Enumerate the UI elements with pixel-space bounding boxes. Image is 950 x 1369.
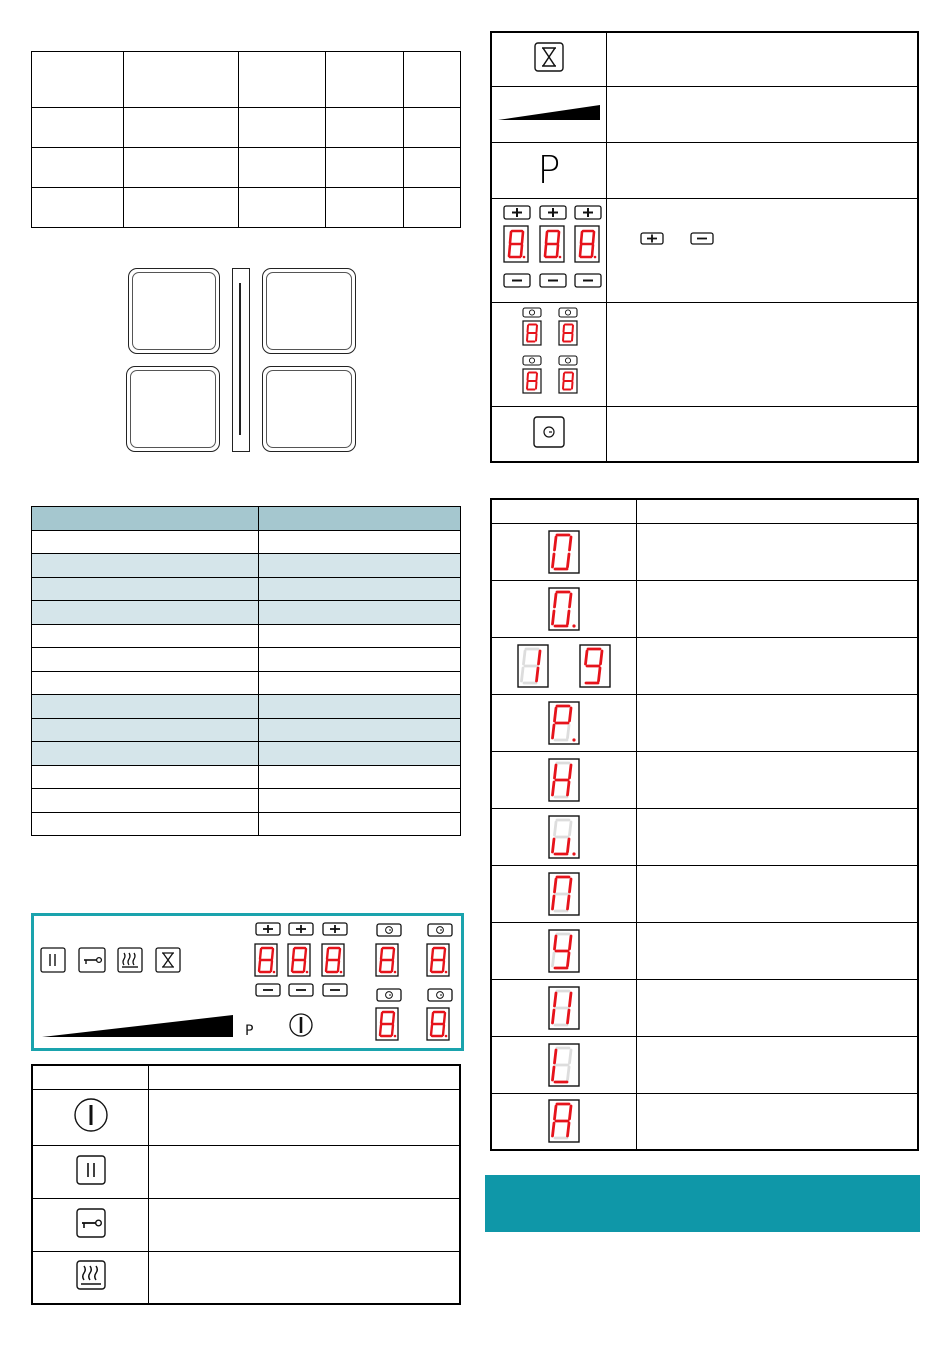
power-button-icon[interactable] — [290, 1014, 312, 1036]
zone-display-digit — [322, 944, 344, 976]
timer-displays-icon — [514, 306, 584, 398]
display-row — [491, 865, 918, 922]
power-marker-label: P — [245, 1023, 254, 1039]
zone-display-digit — [288, 944, 310, 976]
display-glyph-cell — [492, 701, 636, 745]
power-button-icon — [73, 1097, 109, 1133]
keep-warm-icon[interactable] — [118, 948, 142, 972]
display-row — [491, 1093, 918, 1150]
timer-display-digit — [427, 1008, 449, 1040]
zone-plus-button[interactable] — [289, 923, 313, 935]
segment-display-glyph — [548, 872, 580, 916]
display-indications-table — [490, 498, 919, 1151]
timer-icon — [532, 415, 566, 449]
hourglass-icon[interactable] — [156, 948, 180, 972]
segment-display-glyph — [548, 1099, 580, 1143]
display-row — [491, 979, 918, 1036]
display-row — [491, 694, 918, 751]
display-glyph-cell — [492, 815, 636, 859]
display-glyph-cell — [492, 1099, 636, 1143]
segment-display-glyph — [548, 1043, 580, 1087]
zone-plus-button[interactable] — [323, 923, 347, 935]
cooking-zones-diagram — [120, 262, 365, 458]
segment-display-glyph — [548, 587, 580, 631]
segment-display-glyph — [517, 644, 549, 688]
segment-display-glyph — [548, 701, 580, 745]
display-glyph-cell — [492, 1043, 636, 1087]
display-row — [491, 922, 918, 979]
timer-button[interactable] — [428, 924, 452, 936]
display-glyph-cell — [492, 644, 636, 688]
timer-button[interactable] — [377, 924, 401, 936]
display-row — [491, 580, 918, 637]
segment-display-glyph — [548, 758, 580, 802]
segment-display-glyph — [548, 530, 580, 574]
section-heading-bar — [485, 1175, 920, 1232]
display-row — [491, 637, 918, 694]
display-glyph-cell — [492, 587, 636, 631]
timer-display-digit — [376, 1008, 398, 1040]
cooking-zone-front-left — [128, 268, 220, 354]
plus-minus-keys-icon — [640, 231, 740, 251]
timer-button[interactable] — [428, 989, 452, 1001]
timer-button[interactable] — [377, 989, 401, 1001]
segment-display-glyph — [548, 986, 580, 1030]
cooking-zone-rear-left — [126, 366, 220, 452]
pause-icon[interactable] — [41, 948, 65, 972]
zone-display-digit — [255, 944, 277, 976]
zone-controls-icon — [495, 203, 603, 293]
control-panel-drawing — [34, 916, 461, 1048]
display-row — [491, 751, 918, 808]
hourglass-icon — [533, 41, 565, 73]
display-glyph-cell — [492, 929, 636, 973]
key-lock-icon — [75, 1207, 107, 1239]
key-lock-icon[interactable] — [79, 948, 105, 972]
power-boost-p-label: P — [537, 148, 561, 192]
timer-display-digit — [376, 944, 398, 976]
display-row — [491, 1036, 918, 1093]
zone-minus-button[interactable] — [323, 984, 347, 996]
timer-display-digit — [427, 944, 449, 976]
technical-data-table — [31, 51, 461, 228]
control-symbols-table-continued — [490, 31, 919, 463]
keep-warm-icon — [75, 1259, 107, 1291]
display-glyph-cell — [492, 530, 636, 574]
control-symbols-table — [31, 1064, 461, 1305]
power-slider-icon — [496, 102, 602, 122]
segment-display-glyph — [579, 644, 611, 688]
display-glyph-cell — [492, 986, 636, 1030]
control-strip — [232, 268, 250, 452]
display-glyph-cell — [492, 758, 636, 802]
segment-display-glyph — [548, 929, 580, 973]
display-row — [491, 523, 918, 580]
control-panel — [31, 913, 464, 1051]
display-row — [491, 808, 918, 865]
cooking-zone-front-right — [262, 268, 356, 354]
zone-minus-button[interactable] — [289, 984, 313, 996]
segment-display-glyph — [548, 815, 580, 859]
power-slider-icon[interactable] — [42, 1015, 233, 1037]
display-glyph-cell — [492, 872, 636, 916]
cooking-zone-rear-right — [262, 366, 356, 452]
power-levels-table — [31, 506, 461, 836]
zone-minus-button[interactable] — [256, 984, 280, 996]
pause-icon — [75, 1154, 107, 1186]
zone-plus-button[interactable] — [256, 923, 280, 935]
